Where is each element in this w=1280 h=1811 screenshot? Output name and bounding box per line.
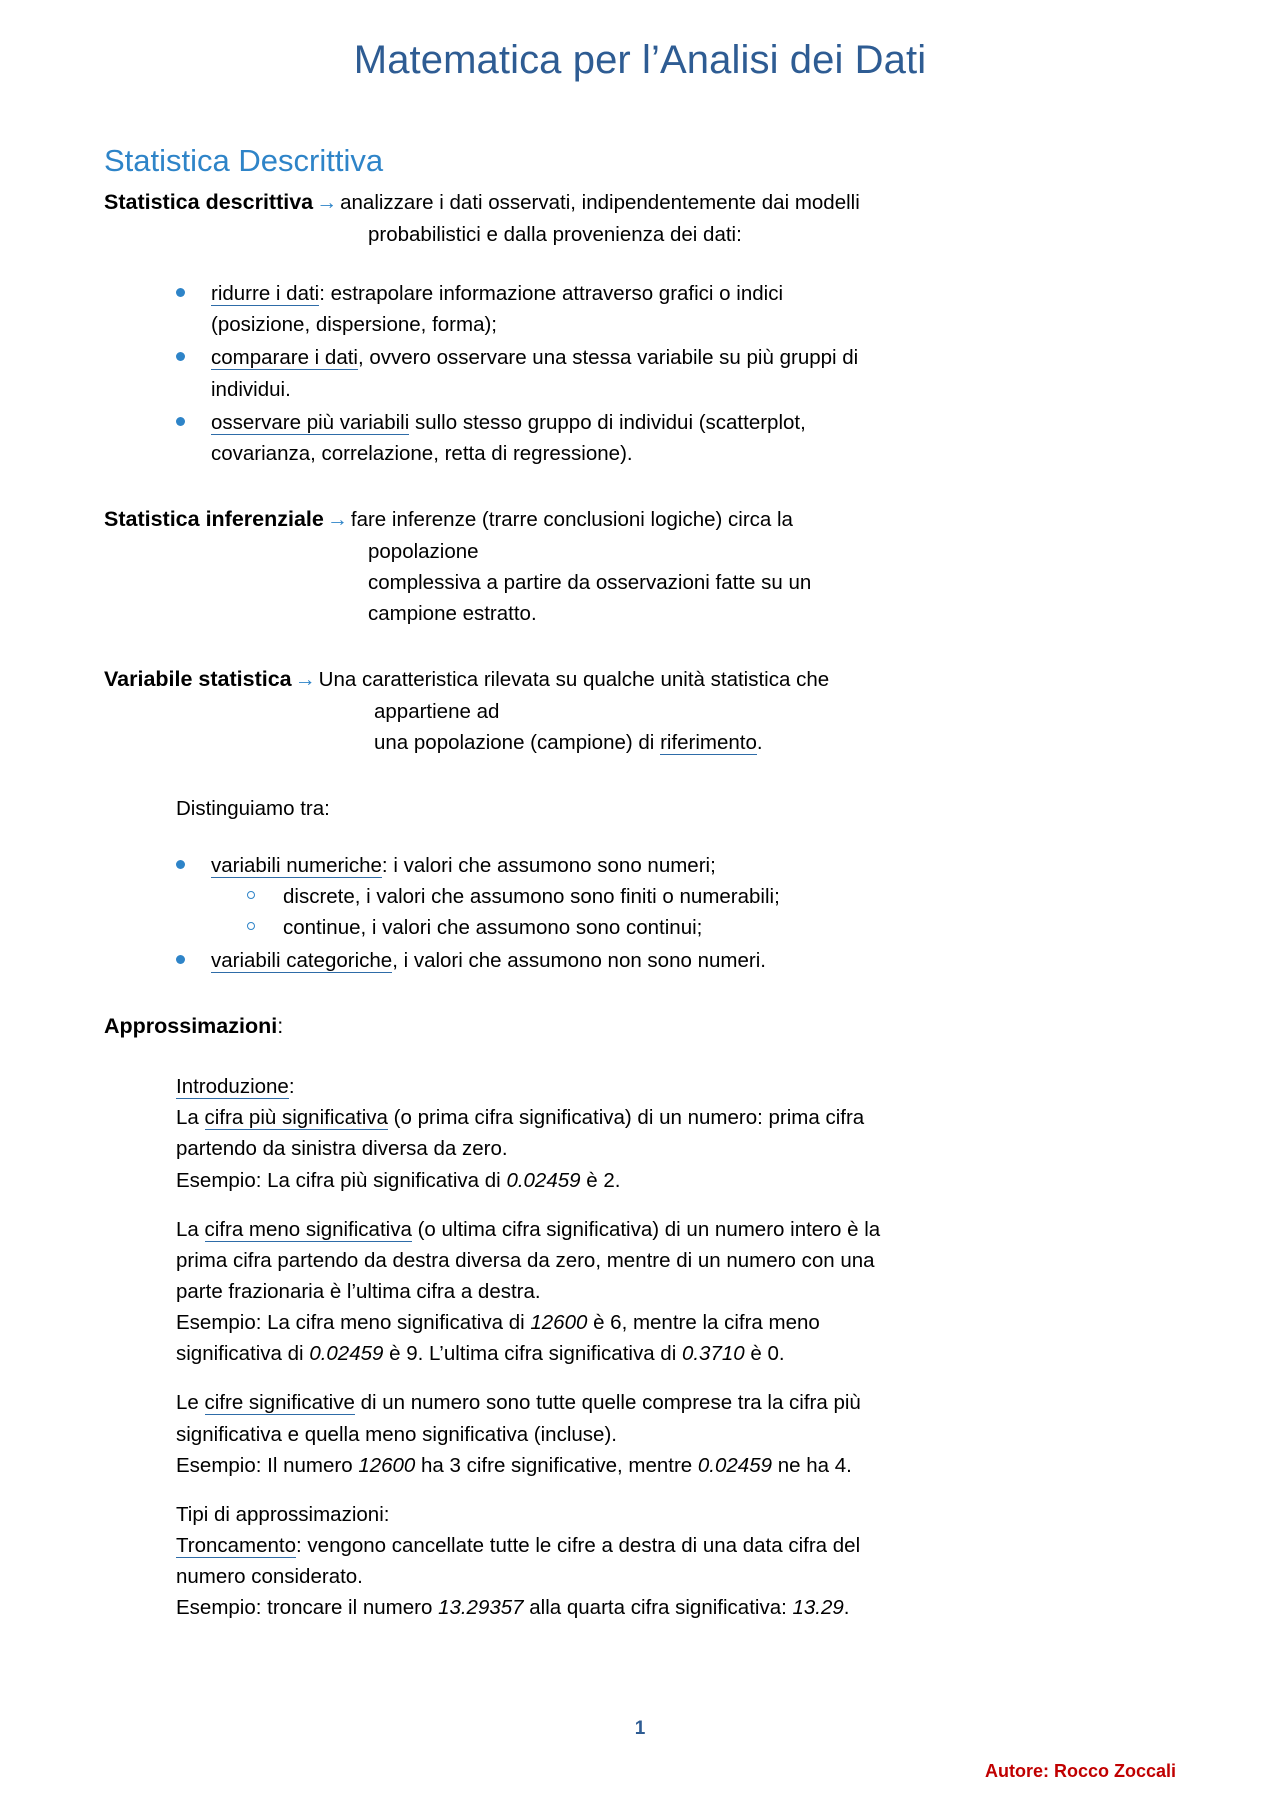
arrow-icon: → [316, 191, 338, 214]
paragraph-troncamento [176, 1530, 1176, 1561]
list-item-text-line2: individui. [211, 377, 291, 401]
sub-list-item-text: discrete, i valori che assumono sono finiti o numerabili; [283, 884, 780, 908]
page-title: Matematica per l’Analisi dei Dati [353, 38, 927, 82]
paragraph-cifra-piu-significativa [176, 1102, 1176, 1133]
paragraph-line2: prima cifra partendo da destra diversa da zero, mentre di un numero con una [176, 1248, 875, 1272]
definition-text-line3-pre: una popolazione (campione) di [374, 731, 661, 755]
paragraph-cifra-meno-significativa [176, 1214, 1176, 1245]
definition-text-line3 [104, 727, 1176, 758]
esempio-line2-post: è 0. [744, 1342, 785, 1366]
introduzione-colon: : [288, 1075, 295, 1099]
list-item-text: , ovvero osservare una stessa variabile su più gruppi di [357, 346, 859, 370]
definition-keyword-riferimento: riferimento [660, 731, 757, 755]
esempio-troncamento [176, 1592, 1176, 1623]
document-body [104, 186, 1176, 1624]
para-rest: (o ultima cifra significativa) di un numero intero è la [411, 1217, 881, 1241]
list-item [211, 881, 1176, 912]
para-keyword: cifra più significativa [204, 1106, 388, 1130]
definition-statistica-inferenziale [104, 503, 1176, 629]
list-item-text: , i valori che assumono non sono numeri. [392, 949, 766, 973]
esempio-number-2: 13.29 [792, 1596, 844, 1620]
arrow-icon: → [326, 508, 348, 531]
tipi-di-approssimazioni-label: Tipi di approssimazioni: [176, 1502, 390, 1526]
para-pre: La [176, 1106, 205, 1130]
distinguiamo-intro: Distinguiamo tra: [176, 796, 330, 820]
bullet-dot-icon [176, 352, 185, 361]
esempio-line2-mid: è 9. L’ultima cifra significativa di [383, 1342, 682, 1366]
para-keyword: Troncamento [176, 1534, 297, 1558]
esempio-number-2: 0.02459 [697, 1453, 773, 1477]
introduzione-label [176, 1071, 1176, 1102]
definition-text-line2: popolazione [368, 539, 479, 563]
esempio-post: ne ha 4. [772, 1453, 852, 1477]
esempio-pre: Esempio: La cifra meno significativa di [176, 1311, 531, 1335]
list-item-keyword: osservare più variabili [211, 410, 410, 434]
list-item-text: : estrapolare informazione attraverso grafici o indici [319, 282, 783, 306]
para-pre: Le [176, 1391, 205, 1415]
para-keyword: cifra meno significativa [204, 1217, 412, 1241]
esempio-post: . [843, 1596, 850, 1620]
esempio-pre: Esempio: Il numero [176, 1453, 359, 1477]
esempio-cifra-meno-significativa-line2 [176, 1338, 1176, 1369]
list-item-text: sullo stesso gruppo di individui (scatterplot, [409, 410, 806, 434]
esempio-cifra-meno-significativa [176, 1307, 1176, 1338]
esempio-pre: Esempio: La cifra più significativa di [176, 1168, 507, 1192]
esempio-cifre-significative [176, 1450, 1176, 1481]
paragraph-line2: significativa e quella meno significativa (incluse). [176, 1422, 617, 1446]
esempio-post: è 2. [580, 1168, 621, 1192]
esempio-cifra-piu-significativa [176, 1165, 1176, 1196]
esempio-number-1: 13.29357 [438, 1596, 524, 1620]
term-variabile-statistica: Variabile statistica [104, 667, 292, 692]
paragraph-line2: partendo da sinistra diversa da zero. [176, 1137, 508, 1161]
subsection-heading-colon: : [277, 1014, 284, 1039]
definition-text-line1: fare inferenze (trarre conclusioni logiche) circa la [350, 508, 793, 531]
introduzione-keyword: Introduzione [176, 1075, 289, 1099]
sub-bullet-list [211, 881, 1176, 943]
list-item-text-line2: (posizione, dispersione, forma); [211, 313, 497, 337]
list-item [211, 912, 1176, 943]
definition-statistica-descrittiva [104, 186, 1176, 250]
term-statistica-descrittiva: Statistica descrittiva [104, 190, 314, 214]
para-pre: La [176, 1217, 205, 1241]
definition-text-line3: complessiva a partire da osservazioni fatte su un [368, 571, 812, 595]
bullet-dot-icon [176, 417, 185, 426]
bullet-dot-icon [176, 860, 185, 869]
list-item-keyword: ridurre i dati [211, 282, 320, 306]
definition-text-line4: campione estratto. [368, 602, 537, 626]
bullet-dot-icon [176, 955, 185, 964]
esempio-line2-pre: significativa di [176, 1342, 310, 1366]
approssimazioni-body [104, 1071, 1176, 1624]
list-item [104, 407, 1176, 469]
term-statistica-inferenziale: Statistica inferenziale [104, 507, 324, 531]
para-keyword: cifre significative [204, 1391, 355, 1415]
subsection-approssimazioni [104, 1010, 1176, 1043]
page-number: 1 [634, 1718, 646, 1739]
distinguiamo-intro-block [104, 793, 1176, 824]
paragraph-cifre-significative [176, 1387, 1176, 1418]
esempio-number-2: 0.02459 [309, 1342, 384, 1366]
esempio-mid: alla quarta cifra significativa: [523, 1596, 793, 1620]
list-item-keyword: comparare i dati [211, 346, 358, 370]
sub-list-item-text: continue, i valori che assumono sono continui; [283, 916, 703, 940]
paragraph-line3: parte frazionaria è l’ultima cifra a destra. [176, 1279, 541, 1303]
esempio-number-3: 0.3710 [681, 1342, 745, 1366]
bullet-list-variabili [104, 850, 1176, 977]
definition-text-line2: probabilistici e dalla provenienza dei dati: [368, 222, 742, 246]
author-credit: Autore: Rocco Zoccali [984, 1761, 1176, 1781]
subsection-heading: Approssimazioni [104, 1014, 278, 1039]
list-item [104, 278, 1176, 340]
para-rest: (o prima cifra significativa) di un numero: prima cifra [387, 1106, 865, 1130]
definition-text-line2: appartiene ad [374, 700, 500, 724]
bullet-dot-icon [176, 288, 185, 297]
arrow-icon: → [294, 668, 316, 692]
esempio-number-1: 12600 [530, 1311, 588, 1335]
paragraph-line2: numero considerato. [176, 1565, 363, 1589]
section-heading-statistica-descrittiva: Statistica Descrittiva [104, 143, 384, 178]
bullet-list-statistica-descrittiva [104, 278, 1176, 469]
para-rest: di un numero sono tutte quelle comprese tra la cifra più [354, 1391, 861, 1415]
bullet-circle-icon [247, 891, 255, 899]
list-item-keyword: variabili categoriche [211, 949, 393, 973]
list-item [104, 945, 1176, 976]
esempio-mid: è 6, mentre la cifra meno [587, 1311, 820, 1335]
esempio-number-1: 12600 [358, 1453, 416, 1477]
definition-text-line1: Una caratteristica rilevata su qualche unità statistica che [318, 668, 830, 692]
esempio-mid: ha 3 cifre significative, mentre [415, 1453, 698, 1477]
definition-text-line1: analizzare i dati osservati, indipendentemente dai modelli [340, 191, 860, 214]
list-item-text: : i valori che assumono sono numeri; [381, 853, 716, 877]
definition-variabile-statistica [104, 663, 1176, 758]
esempio-pre: Esempio: troncare il numero [176, 1596, 439, 1620]
list-item-text-line2: covarianza, correlazione, retta di regressione). [211, 441, 633, 465]
list-item-keyword: variabili numeriche [211, 853, 382, 877]
esempio-number: 0.02459 [506, 1168, 581, 1192]
para-rest: : vengono cancellate tutte le cifre a destra di una data cifra del [296, 1534, 861, 1558]
bullet-circle-icon [247, 922, 255, 930]
definition-text-line3-post: . [756, 731, 763, 755]
list-item [104, 342, 1176, 404]
list-item [104, 850, 1176, 943]
